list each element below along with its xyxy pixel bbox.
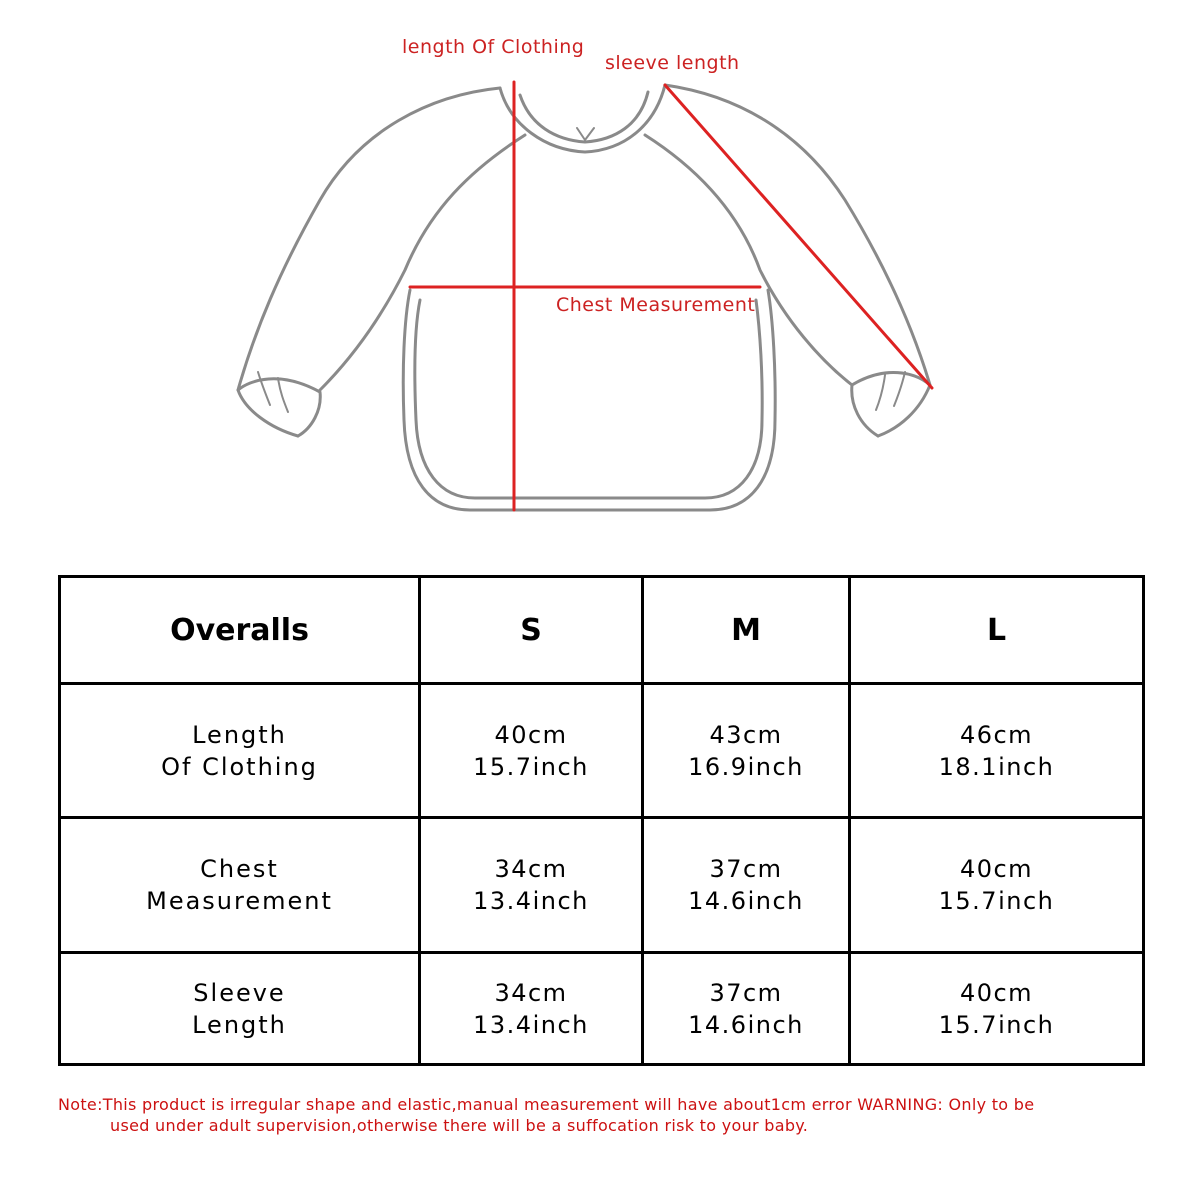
bib-outline-drawing <box>0 0 1200 560</box>
sleeve-line <box>665 85 932 388</box>
warning-note <box>58 1094 1168 1136</box>
bib-diagram <box>0 0 1200 560</box>
cell-sleeve-m: 37cm 14.6inch <box>643 953 850 1065</box>
header-size-s: S <box>420 577 643 684</box>
table-row <box>60 684 1144 818</box>
cell-chest-l: 40cm 15.7inch <box>850 818 1144 953</box>
cell-sleeve-s: 34cm 13.4inch <box>420 953 643 1065</box>
header-overalls: Overalls <box>60 577 420 684</box>
cell-length-m: 43cm 16.9inch <box>643 684 850 818</box>
length-of-clothing-label: length Of Clothing <box>402 36 585 58</box>
cell-chest-s: 34cm 13.4inch <box>420 818 643 953</box>
note-line-1: Note:This product is irregular shape and elastic,manual measurement will have about1cm error WARNING: Only to be <box>58 1095 1035 1114</box>
table-row <box>60 818 1144 953</box>
header-size-l: L <box>850 577 1144 684</box>
row-label-sleeve: Sleeve Length <box>60 953 420 1065</box>
row-label-chest: Chest Measurement <box>60 818 420 953</box>
note-line-2: used under adult supervision,otherwise there will be a suffocation risk to your baby. <box>110 1116 809 1135</box>
header-size-m: M <box>643 577 850 684</box>
row-label-length: Length Of Clothing <box>60 684 420 818</box>
cell-length-l: 46cm 18.1inch <box>850 684 1144 818</box>
chest-measurement-label: Chest Measurement <box>556 294 756 316</box>
table-header-row <box>60 577 1144 684</box>
cell-chest-m: 37cm 14.6inch <box>643 818 850 953</box>
cell-length-s: 40cm 15.7inch <box>420 684 643 818</box>
table-row <box>60 953 1144 1065</box>
cell-sleeve-l: 40cm 15.7inch <box>850 953 1144 1065</box>
size-table <box>58 575 1145 1066</box>
sleeve-length-label: sleeve length <box>605 52 740 74</box>
